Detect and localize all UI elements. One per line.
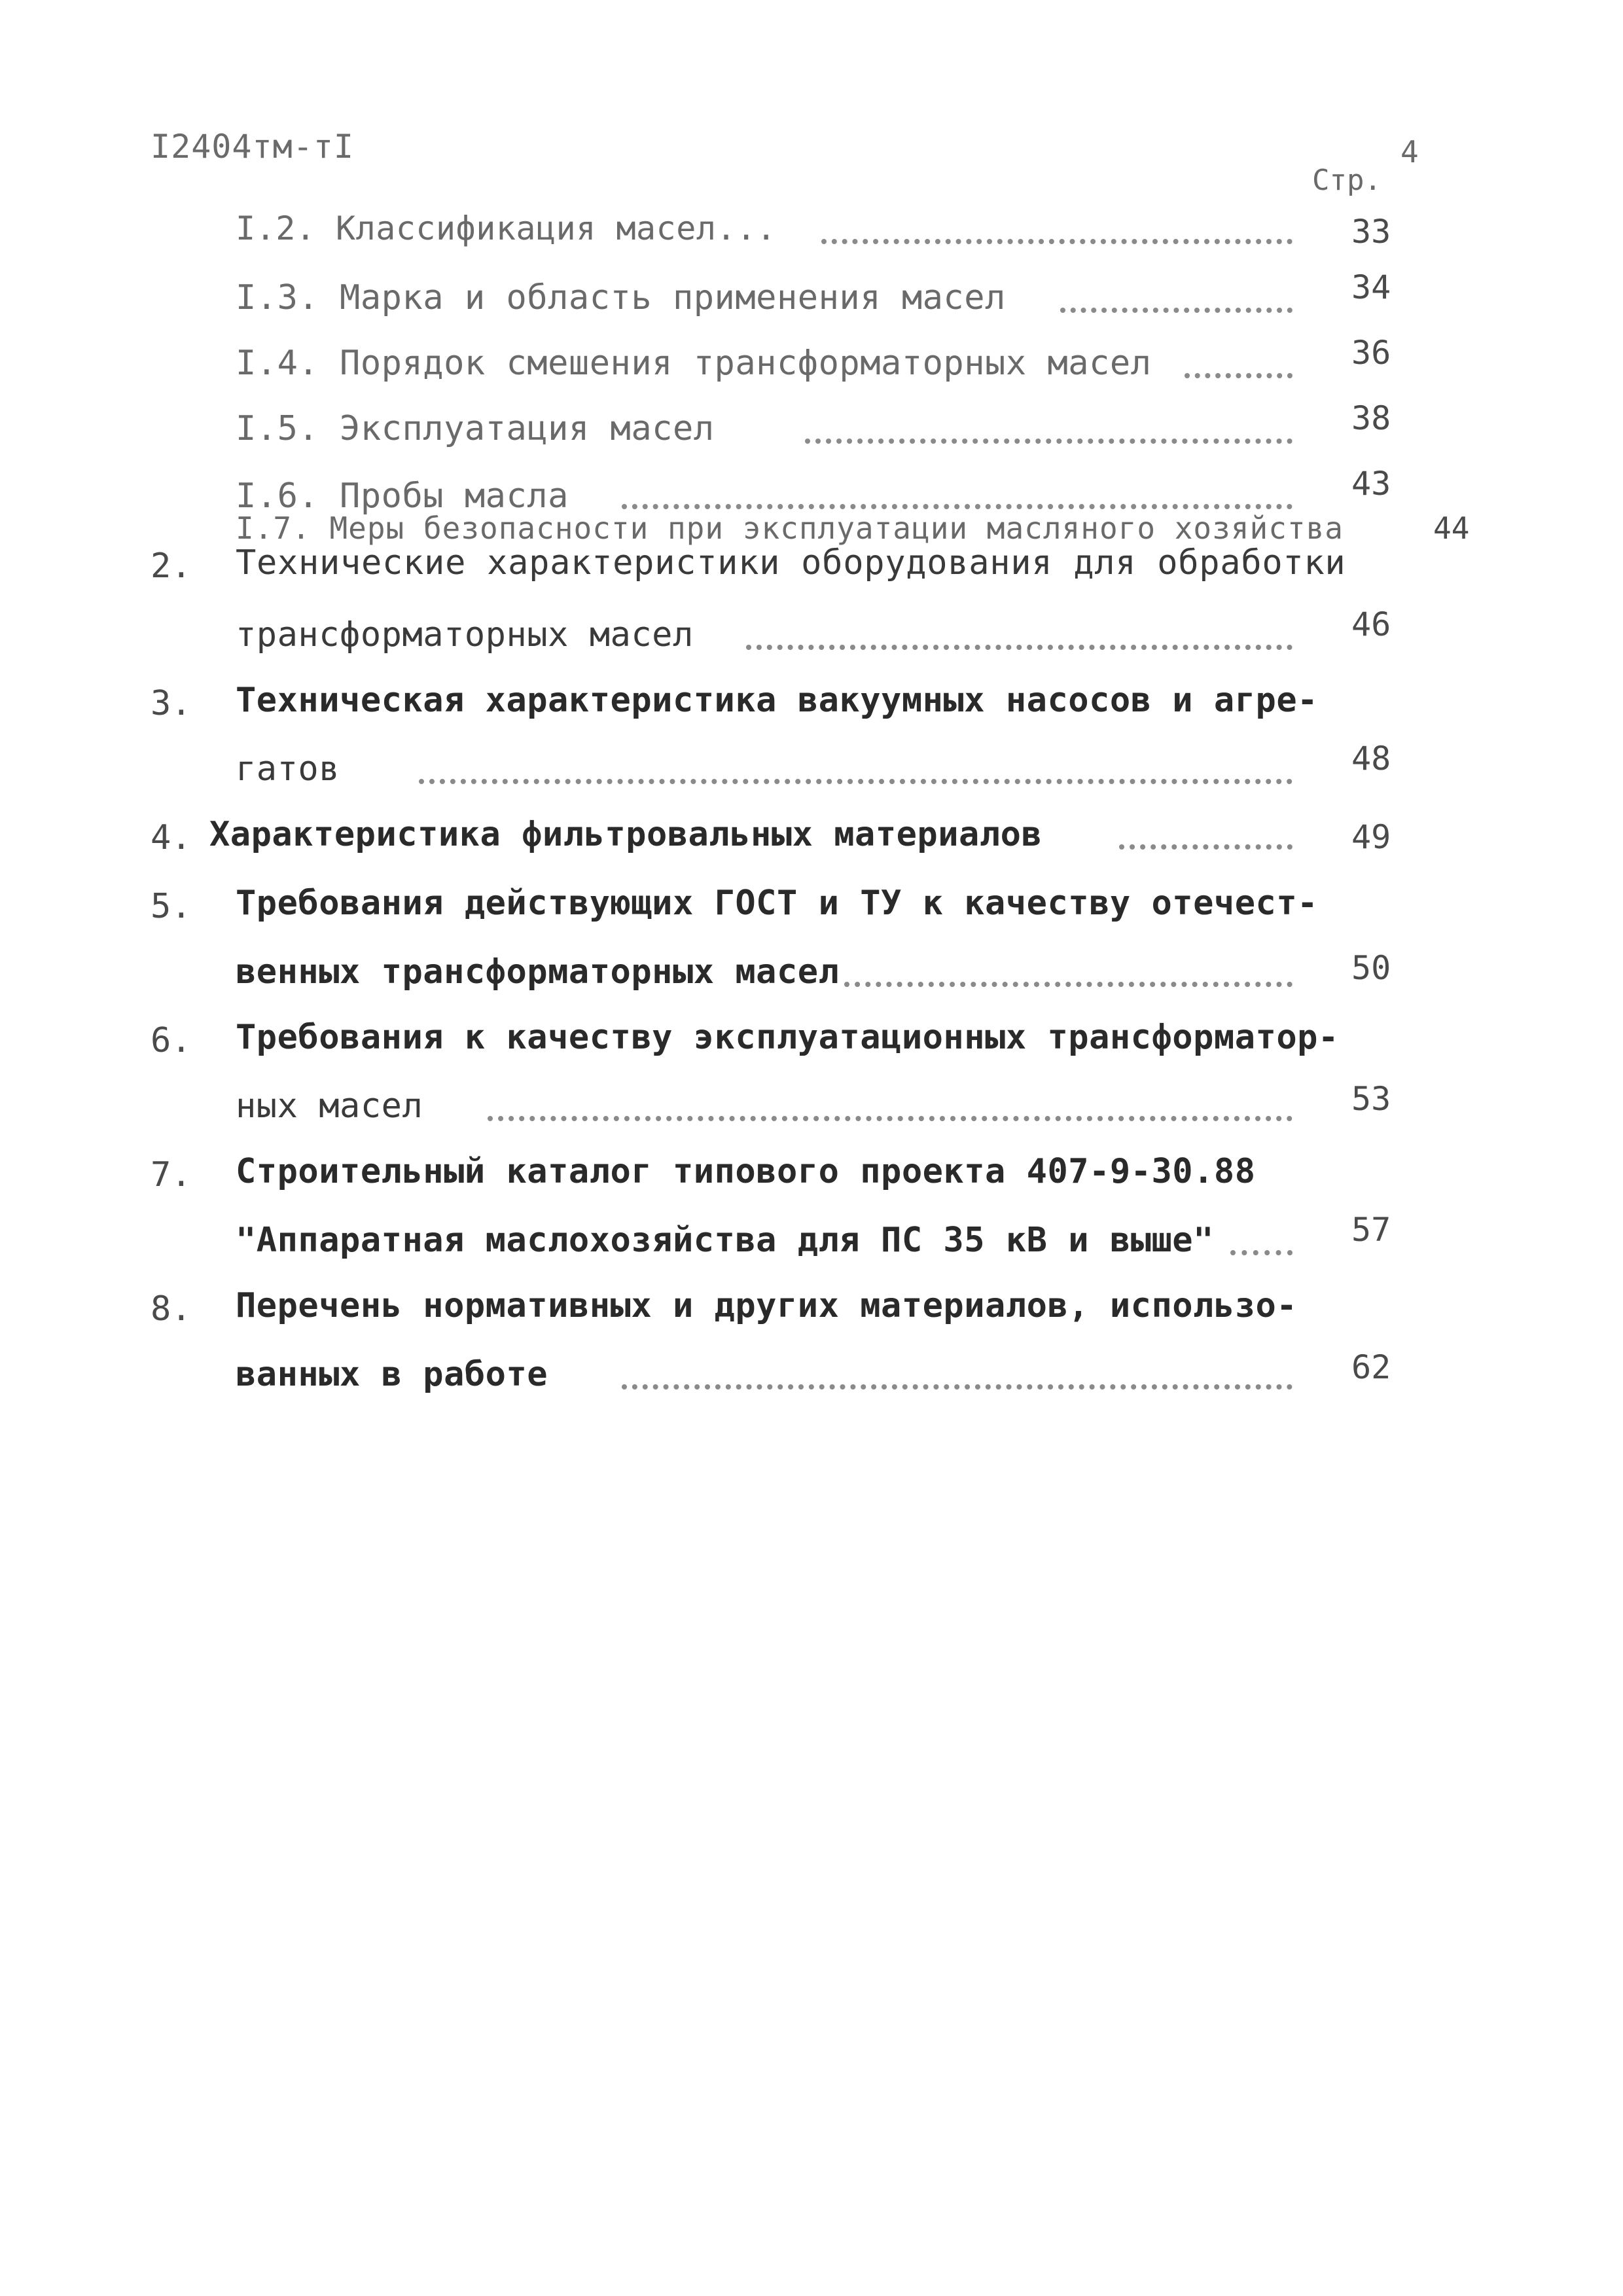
toc-item-5-number: 5. bbox=[151, 887, 192, 926]
toc-item-8-line1: Перечень нормативных и других материалов, использо- bbox=[236, 1286, 1298, 1325]
toc-item-6-line2: ных масел bbox=[236, 1086, 423, 1126]
toc-leader bbox=[746, 645, 1293, 650]
page-number: 4 bbox=[1400, 134, 1419, 170]
toc-item-1-5-page: 38 bbox=[1351, 399, 1391, 437]
toc-leader bbox=[844, 982, 1293, 987]
toc-item-1-2-label: I.2. Классификация масел... bbox=[236, 209, 777, 247]
toc-item-6-page: 53 bbox=[1351, 1080, 1391, 1118]
toc-item-1-6-label: I.6. Пробы масла bbox=[236, 476, 569, 516]
toc-item-3-page: 48 bbox=[1351, 740, 1391, 778]
toc-item-1-7-page: 44 bbox=[1433, 511, 1470, 546]
toc-item-7-page: 57 bbox=[1351, 1211, 1391, 1249]
toc-leader bbox=[419, 779, 1293, 784]
toc-item-2-line2: трансформаторных масел bbox=[236, 615, 694, 655]
toc-item-1-3-page: 34 bbox=[1351, 268, 1391, 306]
toc-leader bbox=[1230, 1250, 1293, 1255]
document-code: I2404тм-тI bbox=[151, 128, 355, 166]
toc-leader bbox=[488, 1116, 1293, 1121]
toc-item-4-page: 49 bbox=[1351, 818, 1391, 856]
toc-leader bbox=[1119, 844, 1293, 850]
toc-item-1-7-label: I.7. Меры безопасности при эксплуатации масляного хозяйства bbox=[236, 511, 1344, 546]
toc-item-1-6-page: 43 bbox=[1351, 465, 1391, 503]
toc-leader bbox=[1185, 373, 1293, 378]
toc-item-6-line1: Требования к качеству эксплуатационных трансформатор- bbox=[236, 1018, 1339, 1057]
toc-item-5-page: 50 bbox=[1351, 949, 1391, 987]
toc-item-1-4-page: 36 bbox=[1351, 334, 1391, 372]
toc-item-4-number: 4. bbox=[151, 818, 192, 857]
toc-item-7-number: 7. bbox=[151, 1155, 192, 1194]
toc-item-4-line1: Характеристика фильтровальных материалов bbox=[209, 815, 1043, 854]
toc-item-1-5-label: I.5. Эксплуатация масел bbox=[236, 409, 715, 448]
page-column-label: Стр. bbox=[1312, 164, 1382, 197]
toc-item-3-number: 3. bbox=[151, 684, 192, 723]
toc-item-3-line2: гатов bbox=[236, 749, 340, 789]
toc-leader bbox=[622, 504, 1293, 509]
toc-leader bbox=[821, 239, 1293, 244]
toc-item-5-line2: венных трансформаторных масел bbox=[236, 952, 840, 992]
toc-item-8-page: 62 bbox=[1351, 1348, 1391, 1386]
toc-leader bbox=[622, 1384, 1293, 1390]
toc-leader bbox=[1060, 308, 1293, 313]
toc-item-8-line2: ванных в работе bbox=[236, 1355, 548, 1394]
toc-item-6-number: 6. bbox=[151, 1021, 192, 1060]
toc-leader bbox=[805, 439, 1293, 444]
toc-item-7-line2: "Аппаратная маслохозяйства для ПС 35 кВ и выше" bbox=[236, 1221, 1214, 1260]
toc-item-2-line1: Технические характеристики оборудования для обработки bbox=[236, 543, 1346, 583]
toc-item-5-line1: Требования действующих ГОСТ и ТУ к качеству отечест- bbox=[236, 884, 1318, 923]
toc-item-1-4-label: I.4. Порядок смешения трансформаторных масел bbox=[236, 344, 1152, 383]
toc-item-8-number: 8. bbox=[151, 1289, 192, 1329]
toc-item-1-3-label: I.3. Марка и область применения масел bbox=[236, 278, 1006, 317]
toc-item-2-number: 2. bbox=[151, 547, 192, 586]
toc-item-1-2-page: 33 bbox=[1351, 213, 1391, 251]
toc-item-3-line1: Техническая характеристика вакуумных насосов и агре- bbox=[236, 681, 1318, 720]
toc-item-7-line1: Строительный каталог типового проекта 407-9-30.88 bbox=[236, 1152, 1256, 1191]
toc-item-2-page: 46 bbox=[1351, 605, 1391, 643]
